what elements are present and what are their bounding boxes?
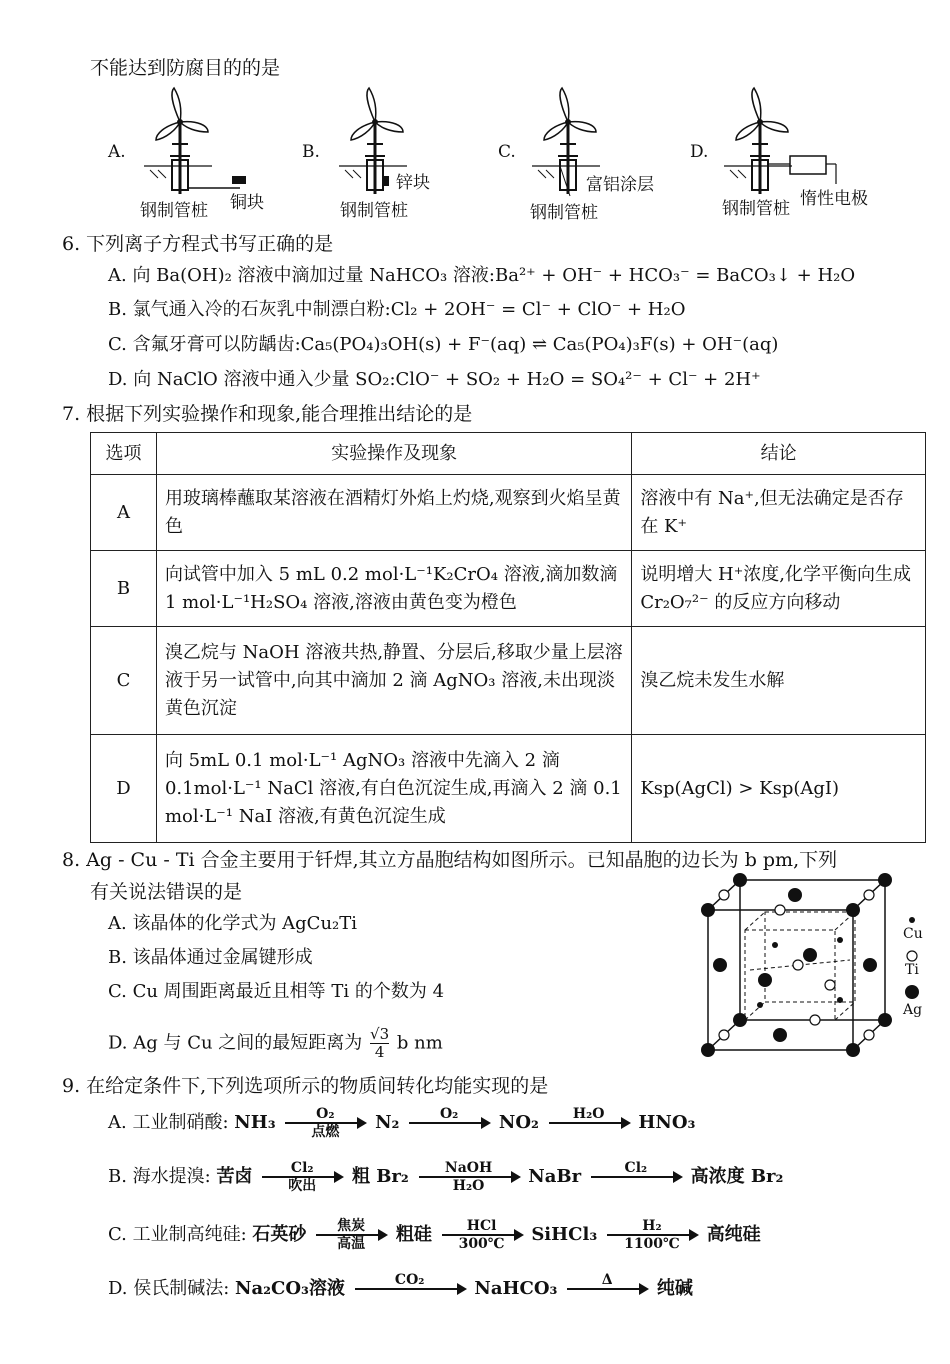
q9-a-s2: NO₂ [498, 1112, 539, 1133]
row-operation: 用玻璃棒蘸取某溶液在酒精灯外焰上灼烧,观察到火焰呈黄色 [156, 475, 631, 551]
q9-b-s0: 苦卤 [216, 1166, 253, 1187]
q6-option-c: C. 含氟牙膏可以防龋齿:Ca₅(PO₄)₃OH(s) + F⁻(aq) ⇌ Ca₅(PO₄)₃F(s) + OH⁻(aq) [108, 334, 779, 355]
q9-c-label: C. 工业制高纯硅: [108, 1224, 247, 1245]
row-operation: 溴乙烷与 NaOH 溶液共热,静置、分层后,移取少量上层溶液于另一试管中,向其中滴加 2 滴 AgNO₃ 溶液,未出现淡黄色沉淀 [156, 627, 631, 735]
q8-option-b: B. 该晶体通过金属键形成 [108, 947, 313, 968]
q9-c-s3: 高纯硅 [706, 1224, 761, 1245]
q8-fraction [370, 1026, 389, 1061]
q5-option-c-letter: C. [498, 142, 516, 162]
q5-option-d-letter: D. [690, 142, 709, 162]
q9-d-s0: Na₂CO₃溶液 [235, 1278, 345, 1299]
q9-c-s2: SiHCl₃ [531, 1224, 598, 1245]
q6-stem: 6. 下列离子方程式书写正确的是 [62, 233, 334, 255]
q5-stem-tail: 不能达到防腐目的的是 [90, 57, 281, 79]
q8-fraction-num: √3 [370, 1025, 390, 1043]
q9-option-c [108, 1218, 761, 1252]
q8-stem-line2: 有关说法错误的是 [90, 881, 243, 903]
q5-option-b-letter: B. [302, 142, 320, 162]
figure-a [144, 88, 246, 194]
q8-stem-line1: 8. Ag - Cu - Ti 合金主要用于钎焊,其立方晶胞结构如图所示。已知晶胞的边长为 b pm,下列 [62, 849, 838, 871]
q6-option-d: D. 向 NaClO 溶液中通入少量 SO₂:ClO⁻ + SO₂ + H₂O = SO₄²⁻ + Cl⁻ + 2H⁺ [108, 369, 761, 390]
row-conclusion: Ksp(AgCl) > Ksp(AgI) [632, 735, 926, 843]
q9-option-b [108, 1160, 783, 1194]
q8-fraction-den: 4 [374, 1043, 385, 1061]
q8-option-c: C. Cu 周围距离最近且相等 Ti 的个数为 4 [108, 981, 445, 1002]
arrow-icon: O₂ [409, 1106, 489, 1140]
q5-option-a-letter: A. [108, 142, 126, 162]
q6-option-b: B. 氯气通入冷的石灰乳中制漂白粉:Cl₂ + 2OH⁻ = Cl⁻ + ClO⁻ + H₂O [108, 299, 686, 320]
q9-a-s1: N₂ [375, 1112, 400, 1133]
q5-option-a-attach: 铜块 [230, 193, 264, 213]
experiment-table [90, 432, 926, 843]
row-conclusion: 说明增大 H⁺浓度,化学平衡向生成 Cr₂O₇²⁻ 的反应方向移动 [632, 551, 926, 627]
row-conclusion: 溴乙烷未发生水解 [632, 627, 926, 735]
q5-option-b-base: 钢制管桩 [340, 201, 408, 221]
q9-c-s1: 粗硅 [395, 1224, 432, 1245]
row-option: A [91, 475, 157, 551]
q5-option-d-attach: 惰性电极 [800, 189, 868, 209]
arrow-icon: Cl₂ 吹出 [262, 1160, 342, 1194]
legend-cu: Cu [903, 926, 923, 942]
q9-stem: 9. 在给定条件下,下列选项所示的物质间转化均能实现的是 [62, 1075, 549, 1097]
row-operation: 向 5mL 0.1 mol·L⁻¹ AgNO₃ 溶液中先滴入 2 滴 0.1mol·L⁻¹ NaCl 溶液,有白色沉淀生成,再滴入 2 滴 0.1 mol·L⁻¹ NaI 溶液,有黄色沉淀生成 [156, 735, 631, 843]
q9-c-s0: 石英砂 [252, 1224, 307, 1245]
arrow-icon: 焦炭 高温 [316, 1218, 386, 1252]
row-conclusion: 溶液中有 Na⁺,但无法确定是否存在 K⁺ [632, 475, 926, 551]
q9-a-label: A. 工业制硝酸: [108, 1112, 229, 1133]
row-option: B [91, 551, 157, 627]
arrow-icon: Cl₂ [591, 1160, 681, 1194]
arrow-icon: O₂ 点燃 [285, 1106, 365, 1140]
q9-d-s2: 纯碱 [656, 1278, 693, 1299]
q6-option-a: A. 向 Ba(OH)₂ 溶液中滴加过量 NaHCO₃ 溶液:Ba²⁺ + OH⁻ + HCO₃⁻ = BaCO₃↓ + H₂O [108, 265, 856, 286]
q8-option-d-unit: b nm [396, 1032, 443, 1054]
q5-option-c-base: 钢制管桩 [530, 203, 598, 223]
q8-option-a: A. 该晶体的化学式为 AgCu₂Ti [108, 913, 358, 934]
arrow-icon: Δ [567, 1272, 647, 1306]
header-operation: 实验操作及现象 [156, 433, 631, 475]
q8-option-d [108, 1026, 443, 1061]
q9-b-label: B. 海水提溴: [108, 1166, 211, 1187]
table-row [91, 735, 926, 843]
row-option: D [91, 735, 157, 843]
q9-a-s0: NH₃ [234, 1112, 276, 1133]
crystal-cell-figure [690, 870, 930, 1060]
q9-b-s1: 粗 Br₂ [351, 1166, 409, 1187]
arrow-icon: CO₂ [355, 1272, 465, 1306]
row-option: C [91, 627, 157, 735]
legend-ti: Ti [905, 962, 919, 978]
q7-stem: 7. 根据下列实验操作和现象,能合理推出结论的是 [62, 403, 473, 425]
q9-b-s3: 高浓度 Br₂ [690, 1166, 784, 1187]
table-header-row [91, 433, 926, 475]
q5-option-a-base: 钢制管桩 [140, 201, 208, 221]
arrow-icon: NaOH H₂O [419, 1160, 519, 1194]
q5-option-d-base: 钢制管桩 [722, 199, 790, 219]
header-option: 选项 [91, 433, 157, 475]
header-conclusion: 结论 [632, 433, 926, 475]
table-row [91, 627, 926, 735]
q9-a-s3: HNO₃ [638, 1112, 696, 1133]
arrow-icon: H₂O [549, 1106, 629, 1140]
q9-option-d [108, 1272, 693, 1306]
arrow-icon: HCl 300℃ [442, 1218, 522, 1252]
row-operation: 向试管中加入 5 mL 0.2 mol·L⁻¹K₂CrO₄ 溶液,滴加数滴 1 mol·L⁻¹H₂SO₄ 溶液,溶液由黄色变为橙色 [156, 551, 631, 627]
figure-d [724, 88, 836, 194]
table-row [91, 551, 926, 627]
q5-option-c-attach: 富铝涂层 [586, 175, 654, 195]
q9-d-label: D. 侯氏制碱法: [108, 1278, 230, 1299]
table-row [91, 475, 926, 551]
q5-option-b-attach: 锌块 [396, 173, 430, 193]
q9-d-s1: NaHCO₃ [474, 1278, 558, 1299]
q8-option-d-text: D. Ag 与 Cu 之间的最短距离为 [108, 1032, 363, 1054]
q9-option-a [108, 1106, 695, 1140]
q9-b-s2: NaBr [528, 1166, 582, 1187]
legend-ag: Ag [903, 1002, 923, 1018]
arrow-icon: $\frac{\text{H₂}}{1100℃}$ [607, 1218, 697, 1252]
